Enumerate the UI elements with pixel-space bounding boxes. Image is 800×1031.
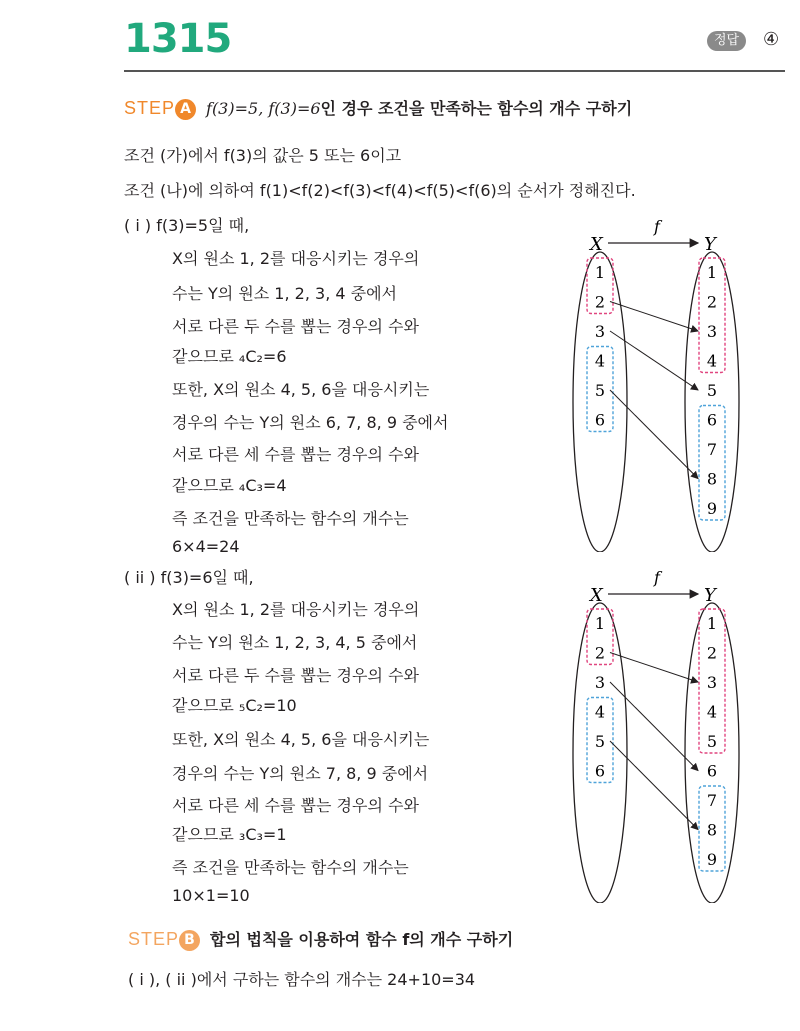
case2-line: 서로 다른 두 수를 뽑는 경우의 수와 [172, 666, 419, 685]
answer-value: ④ [763, 29, 780, 50]
set-y-element: 4 [706, 702, 718, 722]
set-x-label: X [590, 585, 603, 606]
set-x-element: 1 [594, 614, 606, 633]
case2-line: 즉 조건을 만족하는 함수의 개수는 [172, 858, 409, 877]
case2-line: 서로 다른 세 수를 뽑는 경우의 수와 [172, 796, 419, 815]
case1-heading: ( i ) f(3)=5일 때, [124, 216, 250, 235]
set-y-element: 1 [706, 614, 718, 633]
map-label: f [654, 568, 660, 587]
set-y-element: 8 [706, 820, 718, 840]
mapping-diagram-case1 [570, 212, 770, 552]
set-y-element: 7 [706, 440, 718, 459]
set-y-element: 5 [706, 381, 718, 400]
step-b-title: 합의 법칙을 이용하여 함수 f의 개수 구하기 [210, 930, 514, 949]
case1-line: 같으므로 ₄C₃=4 [172, 476, 287, 495]
case1-line: X의 원소 1, 2를 대응시키는 경우의 [172, 249, 420, 268]
case2-line: 같으므로 ₅C₂=10 [172, 696, 297, 715]
set-y-element: 9 [706, 850, 718, 869]
set-x-element: 2 [594, 643, 606, 663]
case1-line: 서로 다른 세 수를 뽑는 경우의 수와 [172, 445, 419, 464]
set-x-element: 3 [594, 673, 606, 692]
set-x-element: 6 [594, 761, 606, 781]
problem-number: 1315 [124, 16, 232, 62]
case1-line: 수는 Y의 원소 1, 2, 3, 4 중에서 [172, 284, 397, 303]
set-y-element: 6 [706, 410, 718, 430]
set-y-element: 3 [706, 673, 718, 692]
intro-line-1: 조건 (가)에서 f(3)의 값은 5 또는 6이고 [124, 146, 402, 165]
set-x-element: 6 [594, 410, 606, 430]
mapping-diagram-case2 [570, 563, 770, 903]
conclusion-line: ( i ), ( ii )에서 구하는 함수의 개수는 24+10=34 [128, 970, 476, 989]
set-y-element: 7 [706, 791, 718, 810]
case2-line: 경우의 수는 Y의 원소 7, 8, 9 중에서 [172, 764, 429, 783]
case2-line: 수는 Y의 원소 1, 2, 3, 4, 5 중에서 [172, 633, 418, 652]
map-label: f [654, 217, 660, 236]
set-y-label: Y [704, 234, 716, 255]
case1-line: 같으므로 ₄C₂=6 [172, 347, 287, 366]
case2-line: 또한, X의 원소 4, 5, 6을 대응시키는 [172, 730, 430, 749]
set-x-element: 5 [594, 381, 606, 400]
case1-line: 서로 다른 두 수를 뽑는 경우의 수와 [172, 317, 419, 336]
case1-line: 경우의 수는 Y의 원소 6, 7, 8, 9 중에서 [172, 413, 449, 432]
step-b-word: STEP [128, 929, 180, 949]
set-x-element: 4 [594, 702, 606, 722]
intro-line-2: 조건 (나)에 의하여 f(1)<f(2)<f(3)<f(4)<f(5)<f(6)의 순서가 정해진다. [124, 181, 636, 200]
case2-heading: ( ii ) f(3)=6일 때, [124, 568, 254, 587]
step-a-badge: A [175, 99, 196, 120]
set-y-element: 9 [706, 499, 718, 518]
set-y-element: 3 [706, 322, 718, 341]
step-b-badge: B [179, 930, 200, 951]
case1-line: 또한, X의 원소 4, 5, 6을 대응시키는 [172, 380, 430, 399]
case2-line: 10×1=10 [172, 886, 250, 905]
set-y-element: 1 [706, 263, 718, 282]
step-a-heading [124, 96, 632, 120]
case2-line: 같으므로 ₃C₃=1 [172, 825, 287, 844]
step-a-word: STEP [124, 98, 176, 118]
set-y-element: 6 [706, 761, 718, 781]
set-y-element: 2 [706, 643, 718, 663]
step-a-title-text: 인 경우 조건을 만족하는 함수의 개수 구하기 [320, 99, 633, 118]
set-y-element: 4 [706, 351, 718, 371]
case1-line: 6×4=24 [172, 537, 240, 556]
set-y-element: 2 [706, 292, 718, 312]
set-x-element: 5 [594, 732, 606, 751]
answer-badge: 정답 [707, 31, 746, 51]
set-y-label: Y [704, 585, 716, 606]
case1-line: 즉 조건을 만족하는 함수의 개수는 [172, 509, 409, 528]
step-b-heading [128, 927, 513, 951]
set-x-label: X [590, 234, 603, 255]
step-a-title-math: f(3)=5, f(3)=6 [206, 99, 321, 118]
header-divider [124, 70, 785, 72]
set-x-element: 3 [594, 322, 606, 341]
case2-line: X의 원소 1, 2를 대응시키는 경우의 [172, 600, 420, 619]
set-y-element: 5 [706, 732, 718, 751]
set-y-element: 8 [706, 469, 718, 489]
set-x-element: 4 [594, 351, 606, 371]
set-x-element: 2 [594, 292, 606, 312]
mapping-arrow [610, 331, 698, 390]
set-x-element: 1 [594, 263, 606, 282]
